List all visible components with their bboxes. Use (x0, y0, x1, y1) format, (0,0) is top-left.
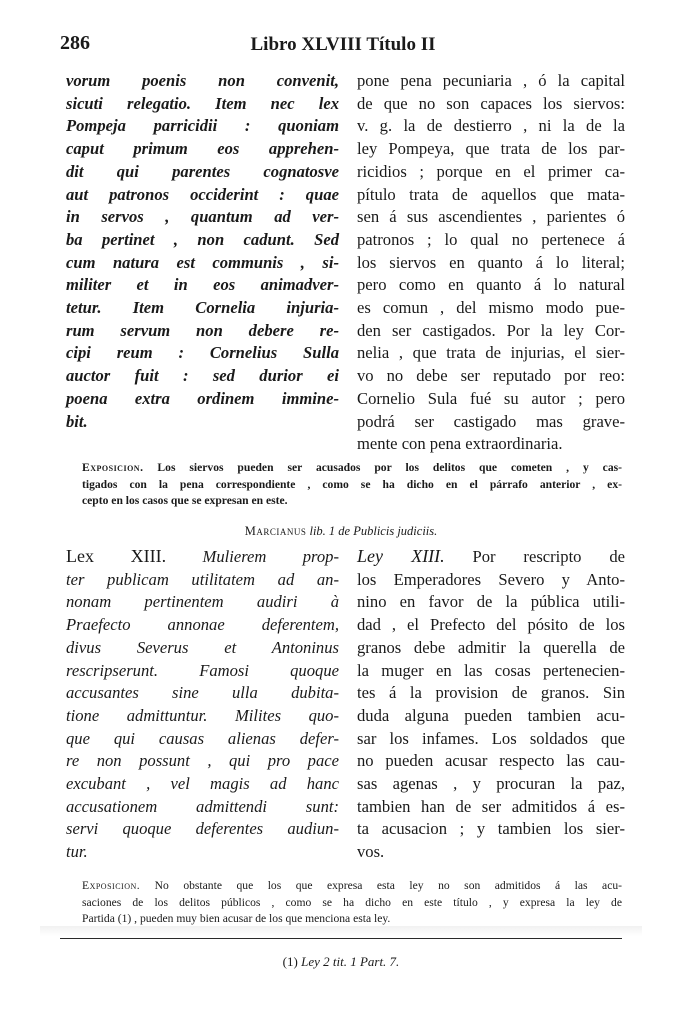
text-line: tur. (66, 842, 88, 862)
latin-column-1 (66, 70, 339, 433)
text-line: tes á la provision de granos. Sin (357, 683, 625, 703)
text-line: rescripserunt. Famosi quoque (66, 660, 339, 680)
text-line: ta acusacion ; y tambien los sier- (357, 819, 625, 839)
text-line: sicuti relegatio. Item nec lex (66, 93, 339, 113)
footnote (0, 954, 682, 970)
spanish-column-1 (357, 70, 625, 456)
page-header (60, 32, 626, 60)
text-line: mente con pena extraordinaria. (357, 434, 563, 454)
text-line: tione admittuntur. Milites quo- (66, 705, 339, 725)
text-line: pítulo trata de aquellos que mata- (357, 184, 625, 204)
text-line: sar los infames. Los soldados que (357, 728, 625, 748)
text-line: v. g. la de destierro , ni la de la (357, 116, 625, 136)
page-shadow (40, 926, 642, 936)
law-heading: Lex XIII. (66, 546, 167, 566)
text-line: ley Pompeya, que trata de los par- (357, 139, 625, 159)
text-line: nonam pertinentem audiri à (66, 592, 339, 612)
text-line: vos. (357, 842, 385, 862)
text-line: patronos ; lo qual no pertenece á (357, 229, 625, 249)
text-line: cipi reum : Cornelius Sulla (66, 343, 339, 363)
source-reference: lib. 1 de Publicis judiciis. (306, 524, 438, 538)
text-line: pone pena pecuniaria , ó la capital (357, 71, 625, 90)
text-line: accusantes sine ulla dubita- (66, 683, 339, 703)
exposition-note-1 (82, 460, 622, 510)
text-line: Mulierem prop- (166, 547, 340, 566)
ley-heading: Ley XIII. (357, 546, 445, 566)
text-line: duda alguna pueden tambien acu- (357, 705, 625, 725)
text-line: de que no son capaces los siervos: (357, 93, 625, 113)
text-line: tigados con la pena correspondiente , como se ha dicho en el párrafo anterior , ex- (82, 477, 622, 491)
text-line: vo no debe ser reputado por reo: (357, 366, 625, 386)
text-line: den ser castigados. Por la ley Cor- (357, 320, 625, 340)
text-line: militer et in eos animadver- (66, 275, 339, 295)
text-line: sen á sus ascendientes , parientes ó (357, 207, 625, 227)
text-line: pero como en quanto á lo natural (357, 275, 625, 295)
text-line: saciones de los delitos públicos , como se ha dicho en este título , y expresa la ley de (82, 895, 622, 909)
text-line: poena extra ordinem immine- (66, 388, 339, 408)
text-line: Los siervos pueden ser acusados por los delitos que cometen , y cas- (143, 461, 622, 474)
running-head: Libro XLVIII Título II (250, 34, 436, 55)
text-line: auctor fuit : sed durior ei (66, 366, 339, 386)
text-line: los siervos en quanto á lo literal; (357, 252, 625, 272)
footnote-mark: (1) (282, 954, 298, 969)
latin-column-2 (66, 545, 339, 864)
text-line: rum servum non debere re- (66, 320, 339, 340)
text-line: caput primum eos apprehen- (66, 139, 339, 159)
text-line: tetur. Item Cornelia injuria- (66, 298, 339, 318)
text-line: granos debe admitir la querella de (357, 637, 625, 657)
text-line: dit qui parentes cognatosve (66, 161, 339, 181)
text-line: bit. (66, 411, 88, 431)
text-line: que qui causas alienas defer- (66, 728, 339, 748)
exposition-label: Exposicion. (82, 461, 144, 474)
source-citation (0, 524, 682, 539)
text-line: los Emperadores Severo y Anto- (357, 569, 625, 589)
text-line: Partida (1) , pueden muy bien acusar de los que menciona esta ley. (82, 912, 391, 925)
text-line: divus Severus et Antoninus (66, 637, 339, 657)
text-line: servi quoque deferentes audiun- (66, 819, 339, 839)
text-line: dad , el Prefecto del pósito de los (357, 615, 625, 635)
text-line: Por rescripto de (444, 547, 625, 566)
text-line: Pompeja parricidii : quoniam (66, 116, 339, 136)
text-line: cum natura est communis , si- (66, 252, 339, 272)
exposition-note-2 (82, 878, 622, 928)
text-line: podrá ser castigado mas grave- (357, 411, 625, 431)
text-line: nelia , que trata de injurias, el sier- (357, 343, 625, 363)
text-line: No obstante que los que expresa esta ley no son admitidos á las acu- (140, 879, 622, 892)
source-author: Marcianus (244, 524, 307, 538)
text-line: nino en favor de la pública utili- (357, 592, 625, 612)
text-line: re non possunt , qui pro pace (66, 751, 339, 771)
text-line: es comun , del mismo modo pue- (357, 298, 625, 318)
footnote-rule (60, 938, 622, 939)
text-line: sas agenas , y procuran la paz, (357, 774, 625, 794)
text-line: Praefecto annonae deferentem, (66, 615, 339, 635)
text-line: excubant , vel magis ad hanc (66, 774, 339, 794)
text-line: ricidios ; porque en el primer ca- (357, 161, 625, 181)
text-line: ter publicam utilitatem ad an- (66, 569, 339, 589)
text-line: accusationem admittendi sunt: (66, 796, 339, 816)
exposition-label: Exposicion. (82, 879, 141, 892)
text-line: ba pertinet , non cadunt. Sed (66, 229, 339, 249)
text-line: in servos , quantum ad ver- (66, 207, 339, 227)
spanish-column-2 (357, 545, 625, 864)
text-line: la muger en las cosas pertenecien- (357, 660, 625, 680)
text-line: vorum poenis non convenit, (66, 71, 339, 90)
footnote-text: Ley 2 tit. 1 Part. 7. (297, 954, 400, 969)
text-line: tambien han de ser admitidos á es- (357, 796, 625, 816)
text-line: no pueden acusar respecto las cau- (357, 751, 625, 771)
text-line: cepto en los casos que se expresan en este. (82, 494, 288, 507)
text-line: aut patronos occiderint : quae (66, 184, 339, 204)
text-line: Cornelio Sula fué su autor ; pero (357, 388, 625, 408)
page-number: 286 (60, 32, 90, 54)
